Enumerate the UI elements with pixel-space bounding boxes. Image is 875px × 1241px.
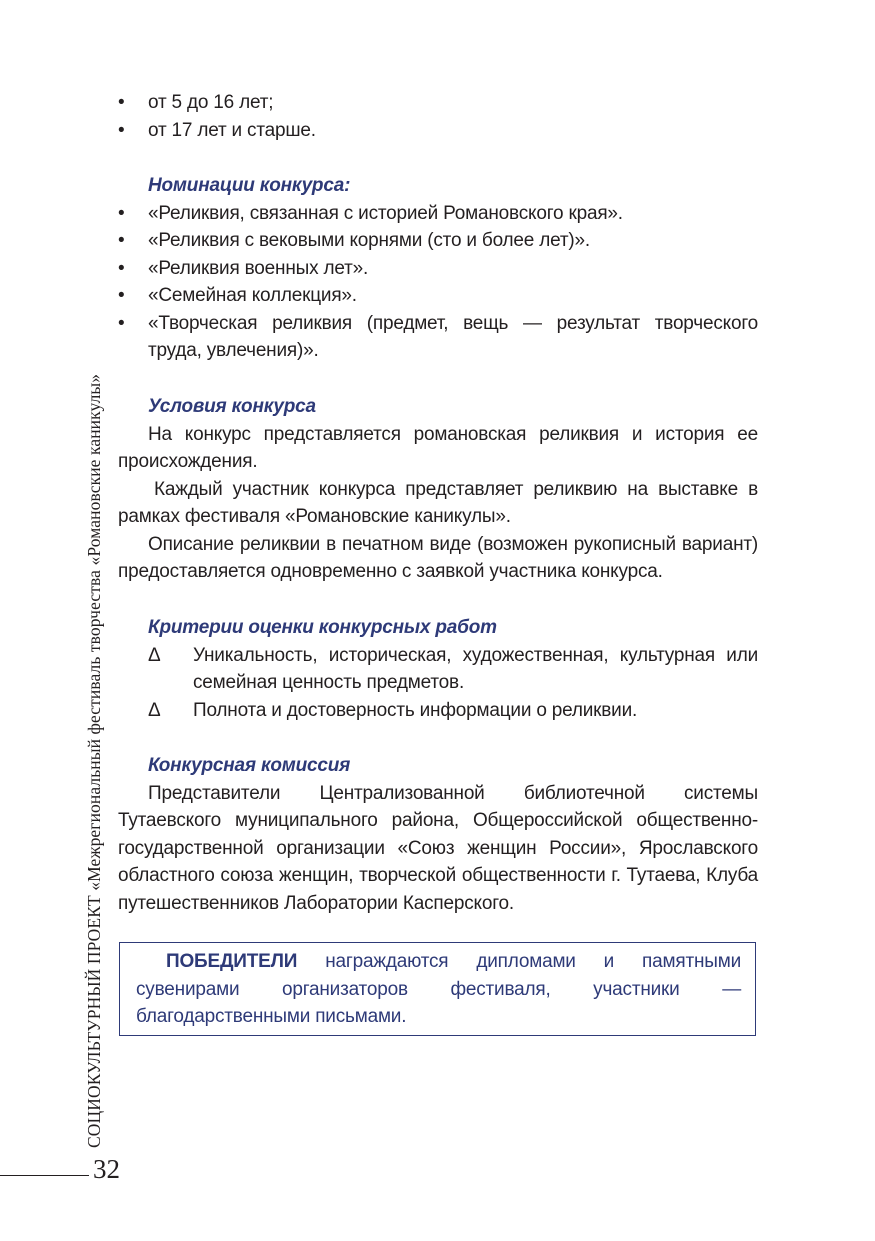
winners-box <box>119 942 756 1036</box>
criteria-text: Полнота и достоверность информации о реликвии. <box>193 699 638 721</box>
commission-heading: Конкурсная комиссия <box>148 755 351 776</box>
nominations-heading: Номинации конкурса: <box>148 175 351 196</box>
criteria-heading: Критерии оценки конкурсных работ <box>148 617 497 638</box>
page-number: 32 <box>93 1154 120 1184</box>
list-item: • «Творческая реликвия (предмет, вещь — результат творческого труда, увлечения)». <box>118 310 758 365</box>
paragraph: На конкурс представляется романовская реликвия и история ее происхождения. <box>118 423 758 472</box>
delta-marker: Δ <box>148 644 161 666</box>
criteria-item <box>118 642 758 697</box>
criteria-section <box>118 614 758 724</box>
criteria-item <box>118 697 758 725</box>
list-item: • от 17 лет и старше. <box>118 117 758 145</box>
age-groups-list <box>118 89 758 144</box>
paragraph: Описание реликвии в печатном виде (возможен рукописный вариант) предоставляется одновременно с заявкой участника конкурса. <box>118 533 758 582</box>
commission-section <box>118 752 758 917</box>
commission-text: Представители Централизованной библиотечной системы Тутаевского муниципального района, Общероссийской общественно-государственной организации «Союз женщин России», Ярославского областного союза женщин, творческой общественности г. Тутаева, Клуба путешественников Лаборатории Касперского. <box>118 782 758 914</box>
list-item: • «Реликвия военных лет». <box>118 255 758 283</box>
list-item: • от 5 до 16 лет; <box>118 89 758 117</box>
criteria-text: Уникальность, историческая, художественная, культурная или семейная ценность предметов. <box>193 644 758 693</box>
delta-marker: Δ <box>148 699 161 721</box>
list-item: • «Семейная коллекция». <box>118 282 758 310</box>
winners-label: ПОБЕДИТЕЛИ <box>166 951 298 972</box>
nominations-section <box>118 172 758 365</box>
side-running-title: СОЦИОКУЛЬТУРНЫЙ ПРОЕКТ «Межрегиональный фестиваль творчества «Романовские каникулы» <box>84 373 104 1148</box>
page-number-rule <box>0 1175 89 1176</box>
list-item: • «Реликвия с вековыми корнями (сто и более лет)». <box>118 227 758 255</box>
conditions-heading: Условия конкурса <box>148 396 316 417</box>
conditions-section <box>118 393 758 586</box>
winners-text: награждаются дипломами и памятными сувенирами организаторов фестиваля, участники — благодарственными письмами. <box>136 951 741 1027</box>
paragraph: Каждый участник конкурса представляет реликвию на выставке в рамках фестиваля «Романовские каникулы». <box>118 478 758 527</box>
list-item: • «Реликвия, связанная с историей Романовского края». <box>118 200 758 228</box>
